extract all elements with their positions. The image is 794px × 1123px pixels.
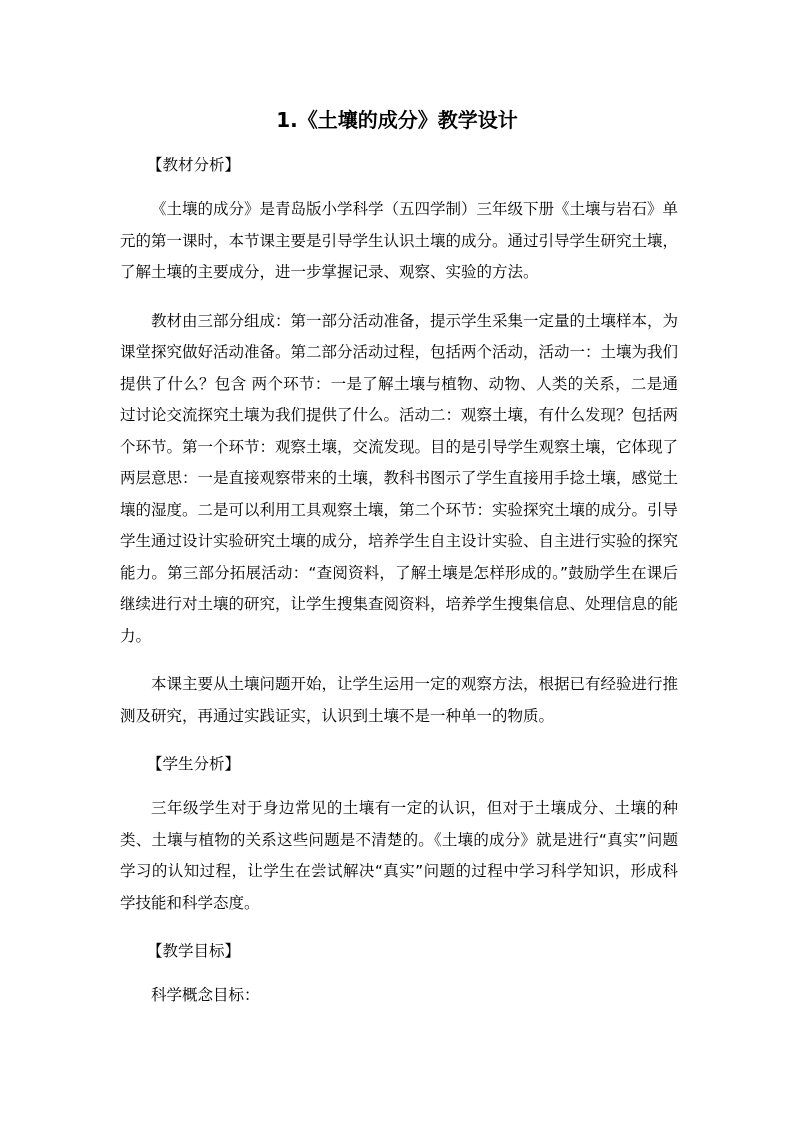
document-title: 1.《土壤的成分》教学设计 (276, 108, 518, 132)
paragraph-material-3: 本课主要从土壤问题开始，让学生运用一定的观察方法，根据已有经验进行推测及研究，再通过实践证实，认识到土壤不是一种单一的物质。 (120, 675, 679, 725)
section-heading-material: 【教材分析】 (147, 156, 241, 174)
paragraph-material-1: 《土壤的成分》是青岛版小学科学（五四学制）三年级下册《土壤与岩石》单元的第一课时，本节课主要是引导学生认识土壤的成分。通过引导学生研究土壤，了解土壤的主要成分，进一步掌握记录、观察、实验的方法。 (120, 200, 679, 281)
section-heading-goals: 【教学目标】 (147, 942, 241, 960)
document-body (120, 150, 678, 1012)
paragraph-student-1: 三年级学生对于身边常见的土壤有一定的认识，但对于土壤成分、土壤的种类、土壤与植物的关系这些问题是不清楚的。《土壤的成分》就是进行“真实”问题学习的认知过程，让学生在尝试解决“真实”问题的过程中学习科学知识，形成科学技能和科学态度。 (120, 799, 678, 912)
paragraph-goals-1: 科学概念目标： (151, 986, 260, 1004)
section-heading-student: 【学生分析】 (147, 755, 241, 773)
paragraph-material-2: 教材由三部分组成：第一部分活动准备，提示学生采集一定量的土壤样本，为课堂探究做好活动准备。第二部分活动过程，包括两个活动，活动一：土壤为我们提供了什么？包含 两个环节：一是了解土壤与植物、动物、人类的关系，二是通过讨论交流探究土壤为我们提供了什么。活动二：观察土壤，有什么发现？包括两个环节。第一个环节：观察土壤，交流发现。目的是引导学生观察土壤，它体现了两层意思：一是直接观察带来的土壤，教科书图示了学生直接用手捻土壤，感觉土壤的湿度。二是可以利用工具观察土壤，第二个环节：实验探究土壤的成分。引导学生通过设计实验研究土壤的成分，培养学生自主设计实验、自主进行实验的探究能力。第三部分拓展活动：“查阅资料，了解土壤是怎样形成的。”鼓励学生在课后继续进行对土壤的研究，让学生搜集查阅资料，培养学生搜集信息、处理信息的能力。 (120, 311, 679, 645)
